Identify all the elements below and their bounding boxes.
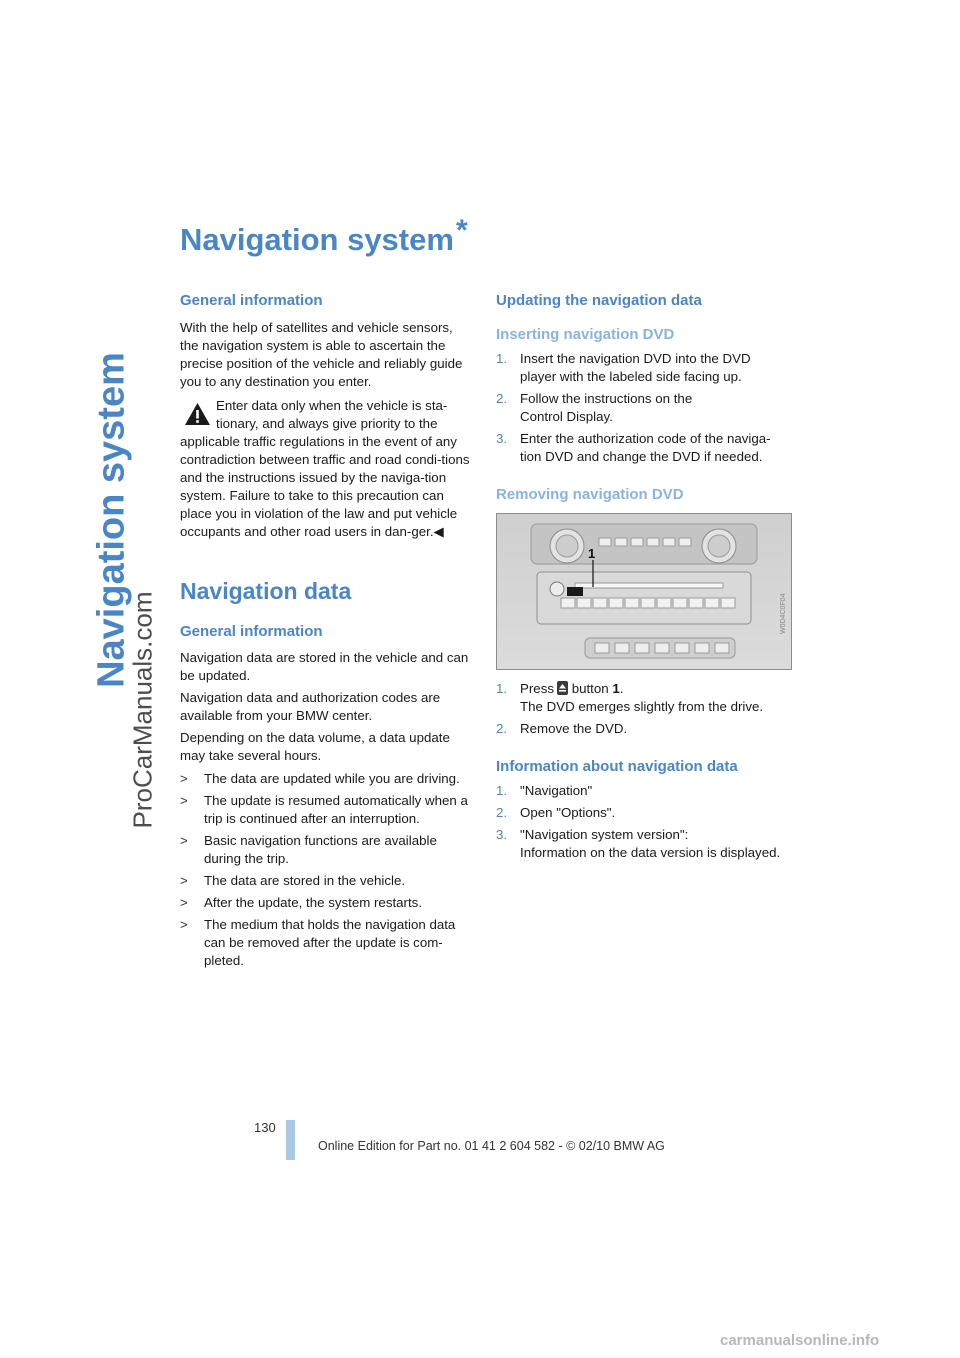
warning-text-rest (180, 433, 474, 541)
list-item (180, 894, 474, 912)
warning-block (180, 397, 474, 541)
step-text: Press (520, 681, 554, 696)
list-item (496, 782, 790, 800)
list-item-text: The medium that holds the navigation data can be removed after the update is com-pleted. (204, 917, 456, 968)
list-item (180, 792, 474, 828)
list-item-text: Basic navigation functions are available during the trip. (204, 833, 437, 866)
step-number: 2. (496, 805, 508, 820)
step-number: 1. (496, 351, 508, 366)
dvd-player-illustration (497, 514, 791, 669)
list-item-text: After the update, the system restarts. (204, 895, 423, 910)
bullet-marker: > (180, 833, 188, 848)
step-text: "Navigation" (520, 783, 593, 798)
general-information-heading: General information (180, 292, 323, 309)
list-item-text: The data are updated while you are driving. (204, 771, 460, 786)
step-number: 1. (496, 681, 508, 696)
step-reference: 1 (612, 681, 620, 696)
footer-accent-bar (286, 1120, 295, 1160)
list-item (496, 680, 790, 716)
list-item-text: The update is resumed automatically when a trip is continued after an interruption. (204, 793, 468, 826)
inserting-dvd-heading: Inserting navigation DVD (496, 326, 675, 343)
eject-button-icon (557, 681, 568, 695)
bullet-marker: > (180, 873, 188, 888)
list-item (496, 826, 790, 862)
sidebar-site-name: ProCarManuals.com (127, 591, 158, 829)
updating-navigation-data-heading: Updating the navigation data (496, 292, 702, 309)
sidebar-section-title: Navigation system (90, 352, 133, 688)
step-number: 3. (496, 827, 508, 842)
list-item (180, 872, 474, 890)
list-item (180, 832, 474, 868)
figure-code: W0D4C0F04 (780, 593, 787, 634)
list-item (496, 720, 790, 738)
list-item (496, 430, 790, 466)
step-text: Remove the DVD. (520, 721, 628, 736)
step-text: Enter the authorization code of the naviga-tion DVD and change the DVD if needed. (520, 431, 771, 464)
bullet-marker: > (180, 917, 188, 932)
navigation-data-heading: Navigation data (180, 578, 352, 604)
step-number: 3. (496, 431, 508, 446)
step-text: Open "Options". (520, 805, 616, 820)
step-text: Insert the navigation DVD into the DVD player with the labeled side facing up. (520, 351, 751, 384)
bullet-marker: > (180, 793, 188, 808)
page-number: 130 (254, 1120, 276, 1135)
step-text: . (619, 681, 624, 696)
list-item (180, 770, 474, 788)
optional-equipment-star: * (455, 214, 468, 247)
footer-edition-text: Online Edition for Part no. 01 41 2 604 582 - © 02/10 BMW AG (318, 1139, 665, 1153)
warning-text-first: Enter data only when the vehicle is sta-tionary, and always give priority to the (216, 398, 448, 431)
navigation-data-para-3: Depending on the data volume, a data update may take several hours. (180, 730, 450, 763)
step-text-line: The DVD emerges slightly from the drive. (520, 699, 764, 714)
step-text: button (568, 681, 613, 696)
step-text-line: Follow the instructions on the (520, 391, 693, 406)
watermark: carmanualsonline.info (720, 1332, 880, 1349)
bullet-marker: > (180, 771, 188, 786)
general-information-2-heading: General information (180, 623, 323, 640)
step-text-line: Information on the data version is displayed. (520, 845, 781, 860)
warning-triangle-icon (184, 402, 211, 426)
dvd-player-figure (496, 513, 792, 670)
step-number: 1. (496, 783, 508, 798)
inserting-steps (496, 350, 790, 466)
warning-text-body: applicable traffic regulations in the event of any contradiction between traffic and road condi-tions and the instructions issued by the naviga-tion system. Failure to take to this precaution can place you in violation of the law and put vehicle occupants and other road users in dan-ger. (180, 434, 470, 539)
callout-number: 1 (588, 546, 596, 561)
information-about-navigation-data-heading: Information about navigation data (496, 758, 738, 775)
list-item-text: The data are stored in the vehicle. (204, 873, 406, 888)
removing-steps (496, 680, 790, 738)
page-title (180, 214, 468, 258)
information-steps (496, 782, 790, 862)
removing-dvd-heading: Removing navigation DVD (496, 486, 684, 503)
step-number: 2. (496, 721, 508, 736)
left-column (180, 292, 474, 970)
bullet-marker: > (180, 895, 188, 910)
right-column (496, 292, 790, 862)
update-notes-list (180, 770, 474, 970)
page-title-text: Navigation system (180, 222, 454, 257)
step-number: 2. (496, 391, 508, 406)
list-item (496, 350, 790, 386)
list-item (496, 390, 790, 426)
step-text-line: Control Display. (520, 409, 613, 424)
navigation-data-para-2: Navigation data and authorization codes are available from your BMW center. (180, 690, 441, 723)
navigation-data-para-1: Navigation data are stored in the vehicle and can be updated. (180, 650, 469, 683)
list-item (180, 916, 474, 970)
general-information-text: With the help of satellites and vehicle sensors, the navigation system is able to ascertain the precise position of the vehicle and reliably guide you to any destination you enter. (180, 320, 463, 389)
step-text-line: "Navigation system version": (520, 827, 689, 842)
list-item (496, 804, 790, 822)
end-of-warning-mark: ◀ (433, 524, 444, 539)
